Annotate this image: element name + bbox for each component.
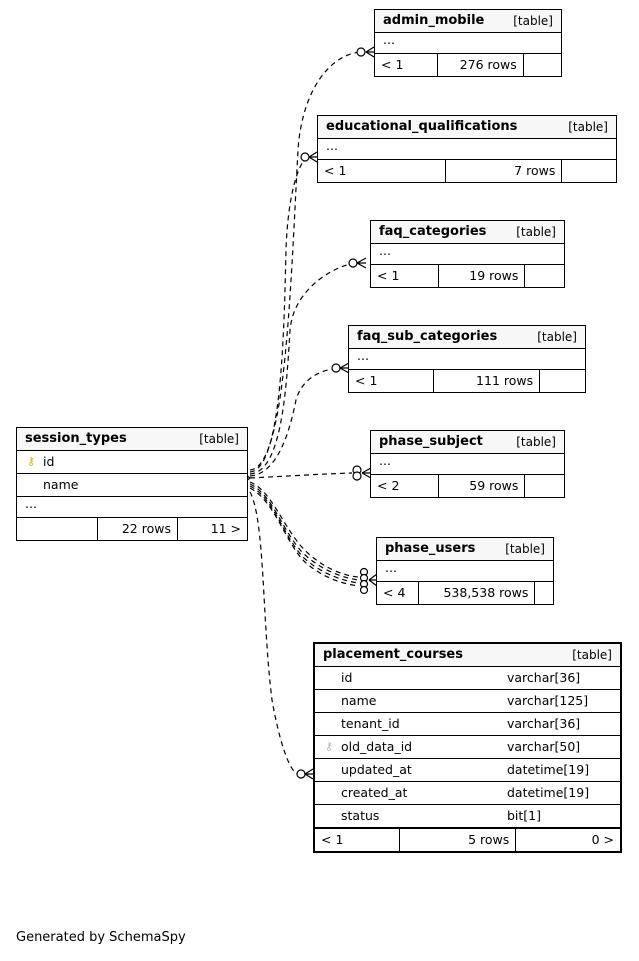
table-row — [17, 451, 247, 474]
table-type-tag: [table] — [568, 119, 608, 134]
table-footer — [17, 518, 247, 540]
table-faq_categories[interactable] — [370, 220, 565, 288]
diagram-caption: Generated by SchemaSpy — [16, 930, 186, 945]
column-name: old_data_id — [341, 739, 413, 754]
table-title: session_types — [25, 431, 127, 446]
table-title: admin_mobile — [383, 13, 485, 28]
footer-child-count — [524, 54, 561, 76]
primary-key-icon: ⚷ — [26, 455, 36, 468]
table-type-tag: [table] — [199, 431, 239, 446]
column-name: id — [43, 454, 55, 469]
table-footer — [318, 160, 616, 182]
footer-parent-count: < 1 — [371, 265, 439, 287]
table-row — [17, 474, 247, 497]
table-row — [315, 759, 620, 782]
footer-child-count — [525, 475, 564, 497]
table-footer — [377, 582, 553, 604]
table-row — [315, 713, 620, 736]
table-row — [315, 782, 620, 805]
table-row — [315, 805, 620, 828]
footer-row-count: 22 rows — [98, 518, 179, 540]
more-columns-ellipsis: ... — [371, 454, 564, 475]
table-placement_courses[interactable] — [313, 642, 622, 853]
table-header — [371, 431, 564, 454]
footer-row-count: 111 rows — [434, 370, 540, 392]
footer-row-count: 538,538 rows — [419, 582, 535, 604]
table-type-tag: [table] — [537, 329, 577, 344]
footer-parent-count — [17, 518, 98, 540]
footer-parent-count: < 1 — [315, 829, 400, 851]
table-header — [371, 221, 564, 244]
footer-child-count — [525, 265, 564, 287]
table-type-tag: [table] — [516, 434, 556, 449]
table-footer — [371, 265, 564, 287]
column-name: updated_at — [341, 762, 412, 777]
column-type: varchar[50] — [507, 739, 581, 754]
table-header — [315, 644, 620, 667]
footer-parent-count: < 1 — [375, 54, 438, 76]
footer-parent-count: < 1 — [349, 370, 434, 392]
table-type-tag: [table] — [505, 541, 545, 556]
footer-child-count — [540, 370, 585, 392]
table-type-tag: [table] — [513, 13, 553, 28]
footer-row-count: 59 rows — [439, 475, 526, 497]
table-phase_subject[interactable] — [370, 430, 565, 498]
footer-parent-count: < 2 — [371, 475, 439, 497]
footer-child-count: 0 > — [591, 832, 614, 847]
table-session_types[interactable] — [16, 427, 248, 541]
table-footer — [371, 475, 564, 497]
footer-row-count: 7 rows — [446, 160, 562, 182]
column-type: datetime[19] — [507, 785, 590, 800]
table-type-tag: [table] — [572, 647, 612, 662]
footer-child-count — [535, 582, 553, 604]
table-footer — [375, 54, 561, 76]
table-header — [377, 538, 553, 561]
table-admin_mobile[interactable] — [374, 9, 562, 77]
footer-row-count: 5 rows — [400, 829, 516, 851]
footer-row-count: 276 rows — [438, 54, 524, 76]
table-type-tag: [table] — [516, 224, 556, 239]
table-title: phase_subject — [379, 434, 483, 449]
table-footer — [349, 370, 585, 392]
more-columns-ellipsis: ... — [17, 497, 247, 518]
table-header — [318, 116, 616, 139]
more-columns-ellipsis: ... — [349, 349, 585, 370]
table-row — [315, 736, 620, 759]
column-name: name — [43, 477, 79, 492]
table-header — [349, 326, 585, 349]
table-faq_sub_categories[interactable] — [348, 325, 586, 393]
table-title: placement_courses — [323, 647, 463, 662]
column-name: name — [341, 693, 377, 708]
more-columns-ellipsis: ... — [318, 139, 616, 160]
table-row — [315, 690, 620, 713]
table-title: educational_qualifications — [326, 119, 518, 134]
more-columns-ellipsis: ... — [377, 561, 553, 582]
table-phase_users[interactable] — [376, 537, 554, 605]
foreign-key-icon: ⚷ — [324, 740, 334, 753]
table-header — [375, 10, 561, 33]
column-name: status — [341, 808, 380, 823]
footer-row-count: 19 rows — [439, 265, 526, 287]
table-footer — [315, 828, 620, 851]
table-title: faq_sub_categories — [357, 329, 498, 344]
more-columns-ellipsis: ... — [375, 33, 561, 54]
column-type: datetime[19] — [507, 762, 590, 777]
table-header — [17, 428, 247, 451]
footer-child-count: 11 > — [210, 521, 241, 536]
table-row — [315, 667, 620, 690]
column-name: id — [341, 670, 353, 685]
table-title: faq_categories — [379, 224, 487, 239]
footer-child-count — [562, 160, 616, 182]
footer-parent-count: < 4 — [377, 582, 419, 604]
column-type: varchar[125] — [507, 693, 589, 708]
column-type: bit[1] — [507, 808, 542, 823]
table-educational_qualifications[interactable] — [317, 115, 617, 183]
column-type: varchar[36] — [507, 716, 581, 731]
column-name: tenant_id — [341, 716, 400, 731]
more-columns-ellipsis: ... — [371, 244, 564, 265]
table-title: phase_users — [385, 541, 476, 556]
column-name: created_at — [341, 785, 408, 800]
column-type: varchar[36] — [507, 670, 581, 685]
footer-parent-count: < 1 — [318, 160, 446, 182]
